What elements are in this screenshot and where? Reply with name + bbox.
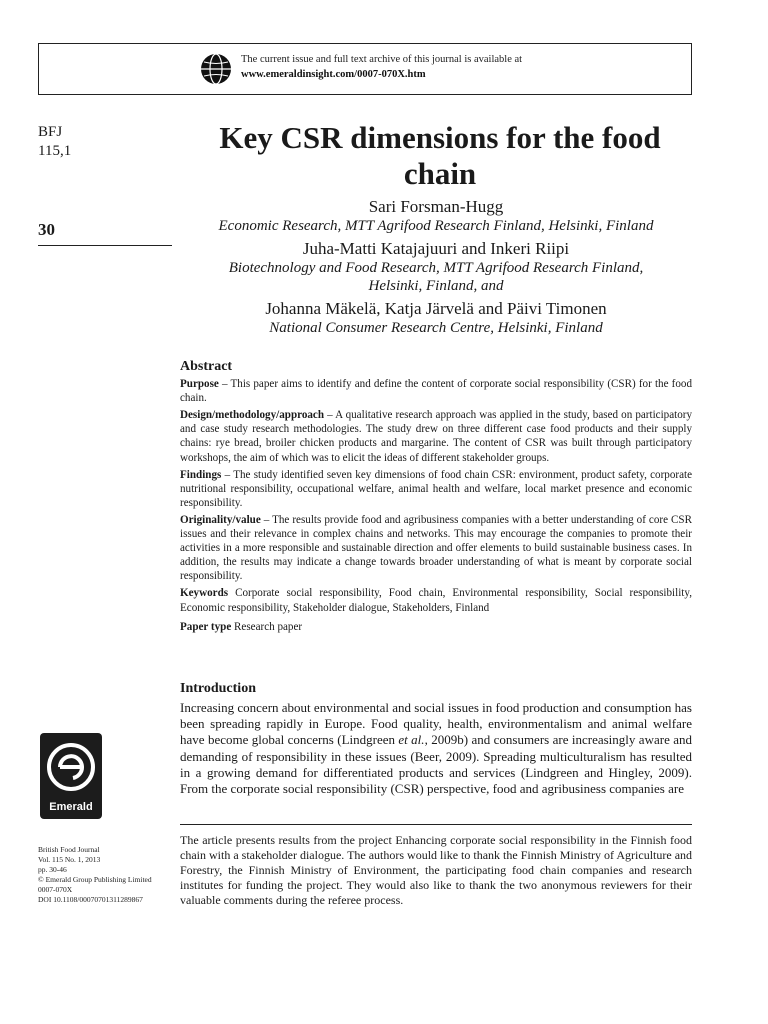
- introduction-paragraph: [180, 700, 692, 797]
- keywords-text: Corporate social responsibility, Food chain, Environmental responsibility, Social responsibility, Economic responsibility, Stakeholder dialogue, Stakeholders, Finland: [180, 587, 692, 614]
- introduction-section: [180, 681, 692, 797]
- globe-icon: [199, 52, 233, 86]
- page-number-rule: [38, 245, 172, 246]
- pub-copyright: © Emerald Group Publishing Limited: [38, 875, 152, 884]
- journal-code-block: [38, 123, 71, 161]
- abstract-originality: [180, 513, 692, 583]
- pub-doi[interactable]: DOI 10.1108/00070701311289867: [38, 895, 143, 904]
- abstract-heading: Abstract: [180, 359, 233, 374]
- purpose-text: – This paper aims to identify and define the content of corporate social responsibility (CSR) for the food chain.: [180, 378, 692, 405]
- paper-type-text: Research paper: [231, 620, 303, 633]
- abstract-paper-type: [180, 620, 692, 634]
- journal-volume: 115,1: [38, 143, 72, 159]
- author-affiliation: [180, 319, 692, 337]
- author-name: Juha-Matti Katajajuuri and Inkeri Riipi: [302, 239, 570, 258]
- affiliation-line: Biotechnology and Food Research, MTT Agrifood Research Finland,: [228, 260, 644, 276]
- banner-availability-text: The current issue and full text archive of this journal is available at: [241, 54, 523, 65]
- author-affiliation: [180, 217, 692, 235]
- banner-url[interactable]: www.emeraldinsight.com/0007-070X.htm: [241, 69, 426, 80]
- emerald-logo: [40, 733, 102, 819]
- title-line-1: Key CSR dimensions for the food: [219, 120, 661, 155]
- design-label: Design/methodology/approach: [180, 409, 325, 422]
- pub-volume: Vol. 115 No. 1, 2013: [38, 855, 101, 864]
- author-name: Sari Forsman-Hugg: [368, 197, 504, 216]
- paper-type-label: Paper type: [180, 620, 232, 633]
- abstract-design: [180, 408, 692, 464]
- footnote-rule: [180, 824, 692, 825]
- article-title: [180, 120, 700, 192]
- author-name: Johanna Mäkelä, Katja Järvelä and Päivi Timonen: [265, 299, 607, 318]
- journal-abbrev: BFJ: [38, 124, 63, 140]
- pub-journal: British Food Journal: [38, 845, 100, 854]
- originality-text: – The results provide food and agribusiness companies with a better understanding of core CSR issues and their relevance in complex chains and networks. This may encourage the companies to promote their activities in a more responsible and sustainable direction and offer elements to build sustainable business cases. In addition, the results may indicate a change towards broader understanding of what is meant by corporate social responsibility.: [180, 513, 692, 583]
- journal-archive-banner: [38, 43, 692, 95]
- abstract-purpose: [180, 377, 692, 405]
- originality-label: Originality/value: [180, 513, 261, 526]
- affiliation-line: National Consumer Research Centre, Helsinki, Finland: [269, 320, 603, 336]
- publication-info: [38, 845, 152, 905]
- emerald-e-icon: [40, 735, 102, 805]
- affiliation-line: Helsinki, Finland, and: [368, 278, 504, 294]
- purpose-label: Purpose: [180, 378, 219, 391]
- abstract-keywords: [180, 586, 692, 614]
- title-line-2: chain: [403, 156, 477, 191]
- affiliation-line: Economic Research, MTT Agrifood Research Finland, Helsinki, Finland: [218, 218, 654, 234]
- design-text: – A qualitative research approach was applied in the study, based on participatory and case study research methodologies. The study drew on three different case food products and their supply chains: rye bread, broiler chicken products and margarine. The content of CSR was built through participatory workshops, the aim of which was to elicit the ideas of different stakeholder groups.: [180, 409, 692, 464]
- intro-text-a: Increasing concern about environmental and social issues in food production and consumption has been spreading rapidly in Europe. Food quality, health, environmentalism and animal welfare have become global concerns (Lindgreen: [180, 700, 692, 748]
- author-list: [180, 196, 692, 340]
- findings-label: Findings: [180, 468, 222, 481]
- author-affiliation: [180, 259, 692, 295]
- findings-text: – The study identified seven key dimensions of food chain CSR: environment, product safety, corporate nutritional responsibility, occupational welfare, animal health and welfare, local market presence and economic responsibility.: [180, 468, 692, 509]
- pub-pages: pp. 30-46: [38, 865, 67, 874]
- emerald-logo-text: Emerald: [49, 801, 93, 813]
- introduction-heading: Introduction: [180, 681, 256, 696]
- keywords-label: Keywords: [180, 587, 229, 600]
- abstract-findings: [180, 468, 692, 510]
- acknowledgement-footnote: The article presents results from the project Enhancing corporate social responsibility in the Finnish food chain with a stakeholder dialogue. The authors would like to thank the Finnish Ministry of Agriculture and Forestry, the Finnish Ministry of Environment, the participating food chain companies and research institutes for funding the project. They would also like to thank the two anonymous reviewers for their valuable comments during the referee process.: [180, 833, 693, 907]
- pub-issn: 0007-070X: [38, 885, 73, 894]
- page-number: 30: [38, 220, 55, 239]
- intro-text-b: , 2009b) and consumers are increasingly aware and demanding of responsibility in these issues (Beer, 2009). Spreading multiculturalism has resulted in a growing demand for differentiated products and services (Lindgreen and Hingley, 2009). From the corporate social responsibility (CSR) perspective, food and agribusiness companies are: [180, 732, 693, 797]
- intro-et-al: et al.: [398, 732, 425, 748]
- abstract-section: [180, 360, 692, 637]
